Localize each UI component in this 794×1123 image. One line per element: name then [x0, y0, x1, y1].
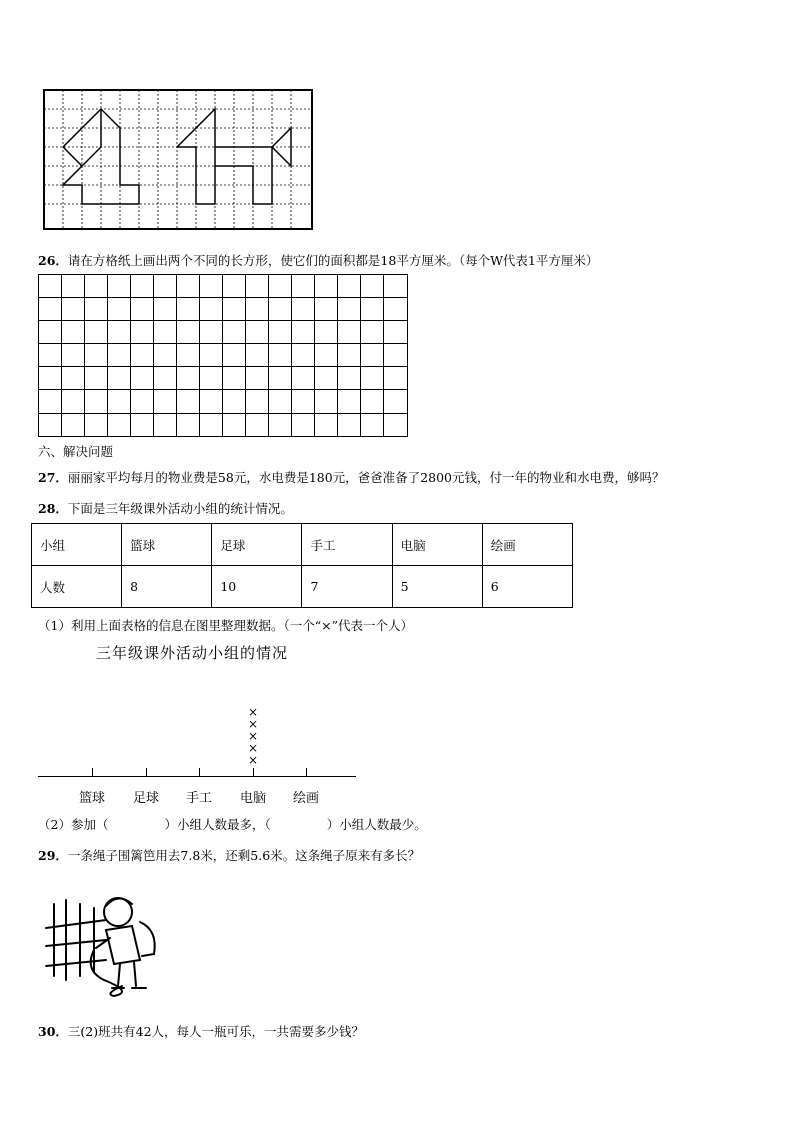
question-text: 请在方格纸上画出两个不同的长方形，使它们的面积都是18平方厘米。（每个W代表1平方厘米） — [67, 253, 599, 268]
part2-text-b: ）小组人数最多，（ — [164, 817, 271, 832]
chart-mark-x: × — [247, 753, 259, 767]
question-30 — [38, 1022, 364, 1040]
question-29 — [38, 846, 420, 864]
table-cell: 7 — [302, 566, 392, 608]
tangram-grid-icon — [44, 90, 312, 229]
table-cell: 8 — [122, 566, 212, 608]
x-tick-label: 绘画 — [292, 791, 319, 806]
tangram-grid-figure — [43, 89, 313, 231]
x-tick-label: 篮球 — [78, 791, 105, 806]
question-26 — [38, 251, 598, 269]
question-number: 27． — [38, 470, 68, 485]
question-number: 28． — [38, 501, 68, 516]
question-number: 30． — [38, 1024, 68, 1039]
x-tick-label: 手工 — [185, 791, 212, 806]
question-text: 三(2)班共有42人，每人一瓶可乐，一共需要多少钱？ — [67, 1024, 365, 1039]
table-cell: 5 — [392, 566, 482, 608]
chart-mark-x: × — [247, 729, 259, 743]
table-cell: 足球 — [212, 524, 302, 566]
question-28 — [38, 499, 293, 517]
table-row — [32, 566, 573, 608]
section-title: 六、解决问题 — [38, 444, 114, 459]
chart-mark-x: × — [247, 717, 259, 731]
chart-mark-x: × — [247, 741, 259, 755]
part2-text-a: （2）参加（ — [38, 817, 109, 832]
table-row — [32, 524, 573, 566]
table-cell: 小组 — [32, 524, 122, 566]
question-28-part2 — [38, 815, 427, 833]
table-cell: 篮球 — [122, 524, 212, 566]
question-number: 26． — [38, 253, 68, 268]
table-cell: 10 — [212, 566, 302, 608]
question-text: 一条绳子围篱笆用去7.8米，还剩5.6米。这条绳子原来有多长？ — [67, 848, 421, 863]
boy-fence-rope-icon — [44, 890, 162, 998]
question-text: 下面是三年级课外活动小组的统计情况。 — [67, 501, 293, 516]
table-cell: 6 — [482, 566, 572, 608]
question-28-part1: （1）利用上面表格的信息在图里整理数据。（一个“×”代表一个人） — [38, 618, 413, 633]
table-cell: 绘画 — [482, 524, 572, 566]
chart-title: 三年级课外活动小组的情况 — [96, 644, 289, 662]
chart-axis — [38, 766, 358, 780]
table-cell: 人数 — [32, 566, 122, 608]
x-tick-label: 电脑 — [239, 791, 266, 806]
table-cell: 电脑 — [392, 524, 482, 566]
stats-table — [31, 523, 573, 608]
question-number: 29． — [38, 848, 68, 863]
x-tick-label: 足球 — [132, 791, 159, 806]
question-text: 丽丽家平均每月的物业费是58元，水电费是180元，爸爸准备了2800元钱，付一年的物业和水电费，够吗？ — [67, 470, 665, 485]
blank-square-grid[interactable] — [38, 274, 409, 438]
question-27 — [38, 468, 664, 486]
table-cell: 手工 — [302, 524, 392, 566]
part2-text-c: ）小组人数最少。 — [326, 817, 427, 832]
chart-mark-x: × — [247, 705, 259, 719]
